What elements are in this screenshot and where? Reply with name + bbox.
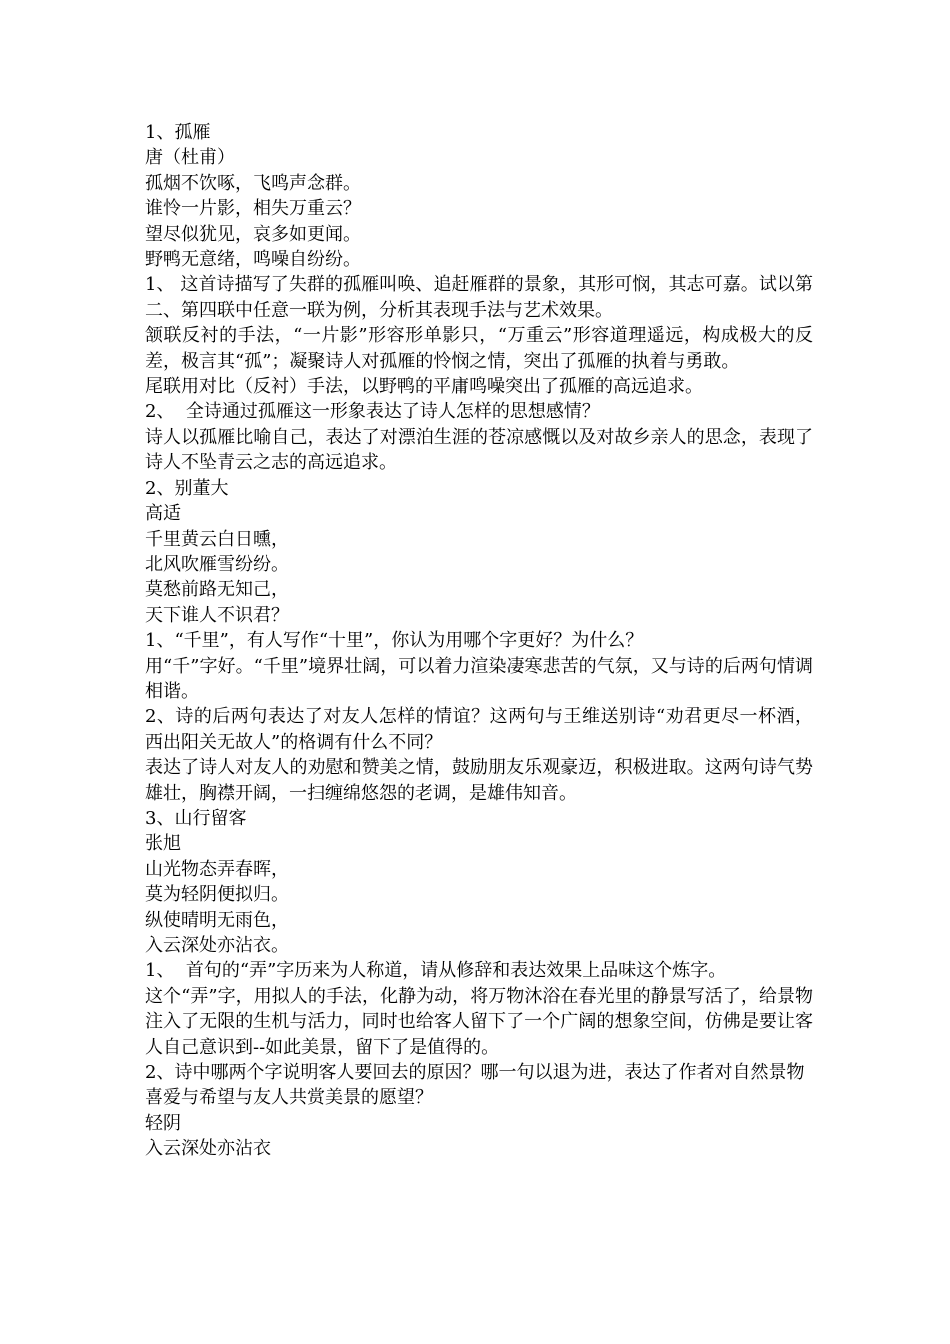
poem1-title: 1、孤雁 (145, 122, 211, 143)
poem1-answer-2: 诗人以孤雁比喻自己，表达了对漂泊生涯的苍凉感慨以及对故乡亲人的思念，表现了诗人不坠青云之志的高远追求。 (145, 426, 813, 474)
poem1-answer-1b: 尾联用对比（反衬）手法，以野鸭的平庸鸣噪突出了孤雁的高远追求。 (145, 376, 703, 398)
poem2-question-2: 2、诗的后两句表达了对友人怎样的情谊？这两句与王维送别诗“劝君更尽一杯酒，西出阳关无故人”的格调有什么不同？ (145, 706, 813, 753)
poem1-question-2: 2、 全诗通过孤雁这一形象表达了诗人怎样的思想感情？ (145, 401, 600, 423)
poem3-verse-4: 入云深处亦沾衣。 (145, 935, 289, 956)
poem2-verse-1: 千里黄云白日曛， (145, 528, 289, 550)
poem3-answer-1: 这个“弄”字，用拟人的手法，化静为动，将万物沐浴在春光里的静景写活了，给景物注入了无限的生机与活力，同时也给客人留下了一个广阔的想象空间，仿佛是要让客人自己意识到--如此美景，留下了是值得的。 (145, 985, 813, 1058)
poem3-question-2-cont: 喜爱与希望与友人共赏美景的愿望？ (145, 1087, 433, 1109)
poem3-answer-2b: 入云深处亦沾衣 (145, 1138, 271, 1160)
poem1-verse-1: 孤烟不饮啄，飞鸣声念群。 (145, 172, 361, 194)
poem2-answer-2: 表达了诗人对友人的劝慰和赞美之情，鼓励朋友乐观豪迈，积极进取。这两句诗气势雄壮，胸襟开阔，一扫缠绵悠怨的老调，是雄伟知音。 (145, 757, 813, 804)
poem2-title: 2、别董大 (145, 477, 229, 499)
poem1-verse-3: 望尽似犹见，哀多如更闻。 (145, 223, 361, 245)
document-body (145, 120, 813, 1162)
poem1-verse-4: 野鸭无意绪，鸣噪自纷纷。 (145, 249, 361, 271)
poem1-question-1: 1、 这首诗描写了失群的孤雁叫唤、追赶雁群的景象，其形可悯，其志可嘉。试以第二、第四联中任意一联为例，分析其表现手法与艺术效果。 (145, 274, 813, 321)
poem2-answer-1: 用“千”字好。“千里”境界壮阔，可以着力渲染凄寒悲苦的气氛，又与诗的后两句情调相谐。 (145, 655, 813, 702)
poem2-author: 高适 (145, 503, 181, 525)
poem3-verse-2: 莫为轻阴便拟归。 (145, 884, 289, 906)
poem3-question-1: 1、 首句的“弄”字历来为人称道，请从修辞和表达效果上品味这个炼字。 (145, 960, 727, 982)
poem3-author: 张旭 (145, 833, 181, 855)
poem2-verse-3: 莫愁前路无知己， (145, 579, 289, 601)
poem3-question-2: 2、诗中哪两个字说明客人要回去的原因？哪一句以退为进，表达了作者对自然景物 (145, 1062, 805, 1084)
poem3-title: 3、山行留客 (145, 807, 247, 829)
poem2-verse-2: 北风吹雁雪纷纷。 (145, 553, 289, 575)
poem3-verse-3: 纵使晴明无雨色， (145, 909, 289, 931)
poem2-verse-4: 天下谁人不识君？ (145, 604, 289, 626)
poem3-answer-2a: 轻阴 (145, 1112, 181, 1134)
poem1-verse-2: 谁怜一片影，相失万重云？ (145, 198, 361, 220)
poem1-answer-1a: 颔联反衬的手法，“一片影”形容形单影只，“万重云”形容道理遥远，构成极大的反差，极言其“孤”；凝聚诗人对孤雁的怜悯之情，突出了孤雁的执着与勇敢。 (145, 325, 813, 372)
poem2-question-1: 1、“千里”，有人写作“十里”，你认为用哪个字更好？为什么？ (145, 630, 644, 652)
poem3-verse-1: 山光物态弄春晖， (145, 858, 289, 880)
poem1-author: 唐（杜甫） (145, 147, 235, 169)
